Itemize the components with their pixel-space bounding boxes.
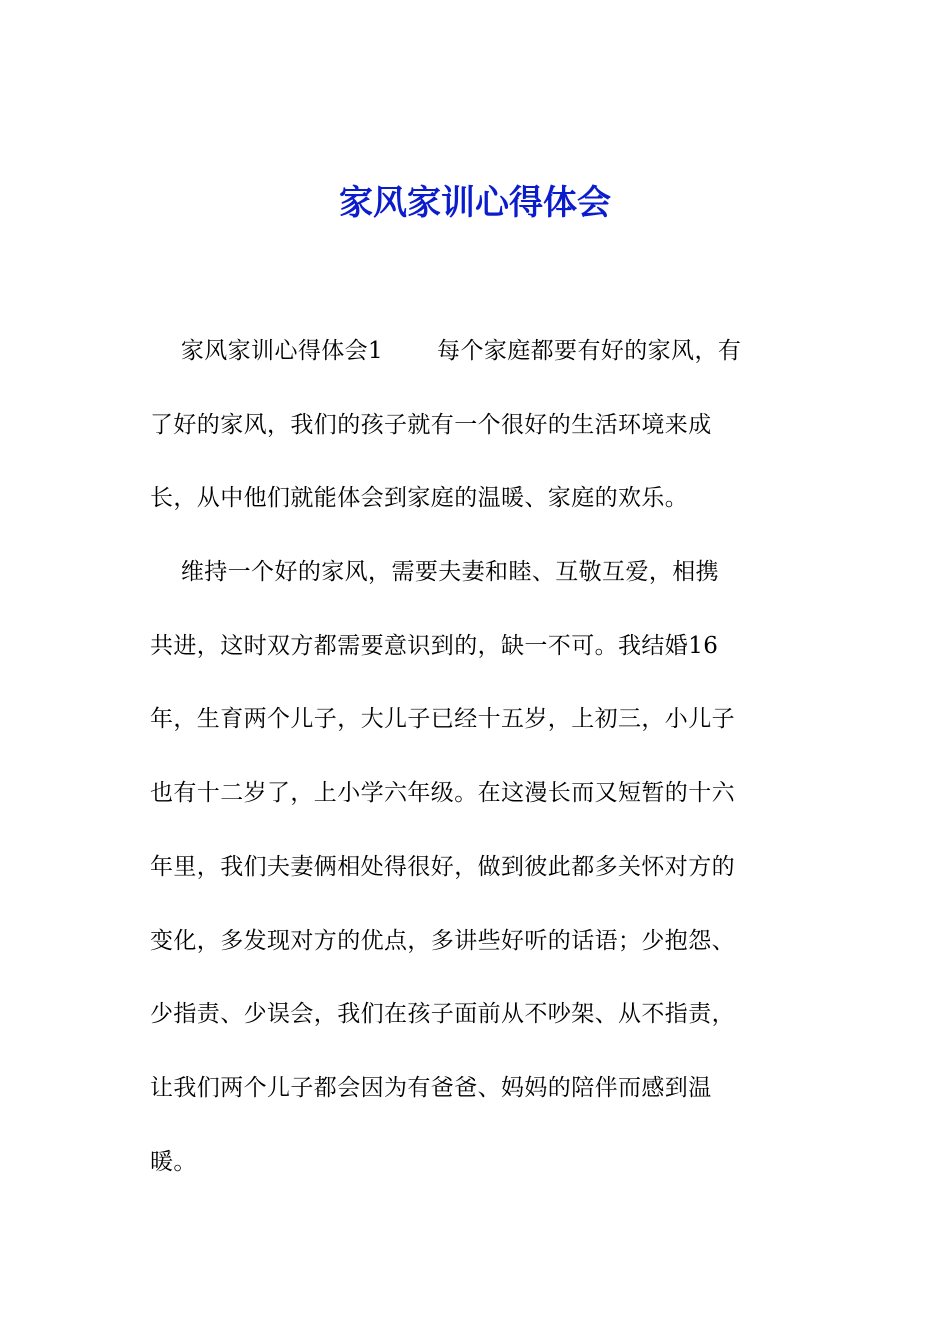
body-line: 长，从中他们就能体会到家庭的温暖、家庭的欢乐。 — [150, 485, 689, 512]
body-line: 变化，多发现对方的优点，多讲些好听的话语；少抱怨、 — [150, 927, 735, 954]
body-line: 暖。 — [150, 1148, 197, 1175]
body-line: 年，生育两个儿子，大儿子已经十五岁，上初三，小儿子 — [150, 706, 735, 733]
document-body — [150, 325, 810, 1209]
document-title: 家风家训心得体会 — [339, 183, 611, 223]
body-line: 让我们两个儿子都会因为有爸爸、妈妈的陪伴而感到温 — [150, 1074, 712, 1101]
body-line: 维持一个好的家风，需要夫妻和睦、互敬互爱，相携 — [150, 559, 720, 586]
body-line: 也有十二岁了，上小学六年级。在这漫长而又短暂的十六 — [150, 780, 735, 807]
body-line: 少指责、少误会，我们在孩子面前从不吵架、从不指责， — [150, 1001, 735, 1028]
body-line: 共进，这时双方都需要意识到的，缺一不可。我结婚16 — [150, 632, 719, 659]
body-line: 年里，我们夫妻俩相处得很好，做到彼此都多关怀对方的 — [150, 853, 735, 880]
body-line: 家风家训心得体会1 每个家庭都要有好的家风，有 — [150, 338, 742, 364]
body-line: 了好的家风，我们的孩子就有一个很好的生活环境来成 — [150, 411, 712, 438]
